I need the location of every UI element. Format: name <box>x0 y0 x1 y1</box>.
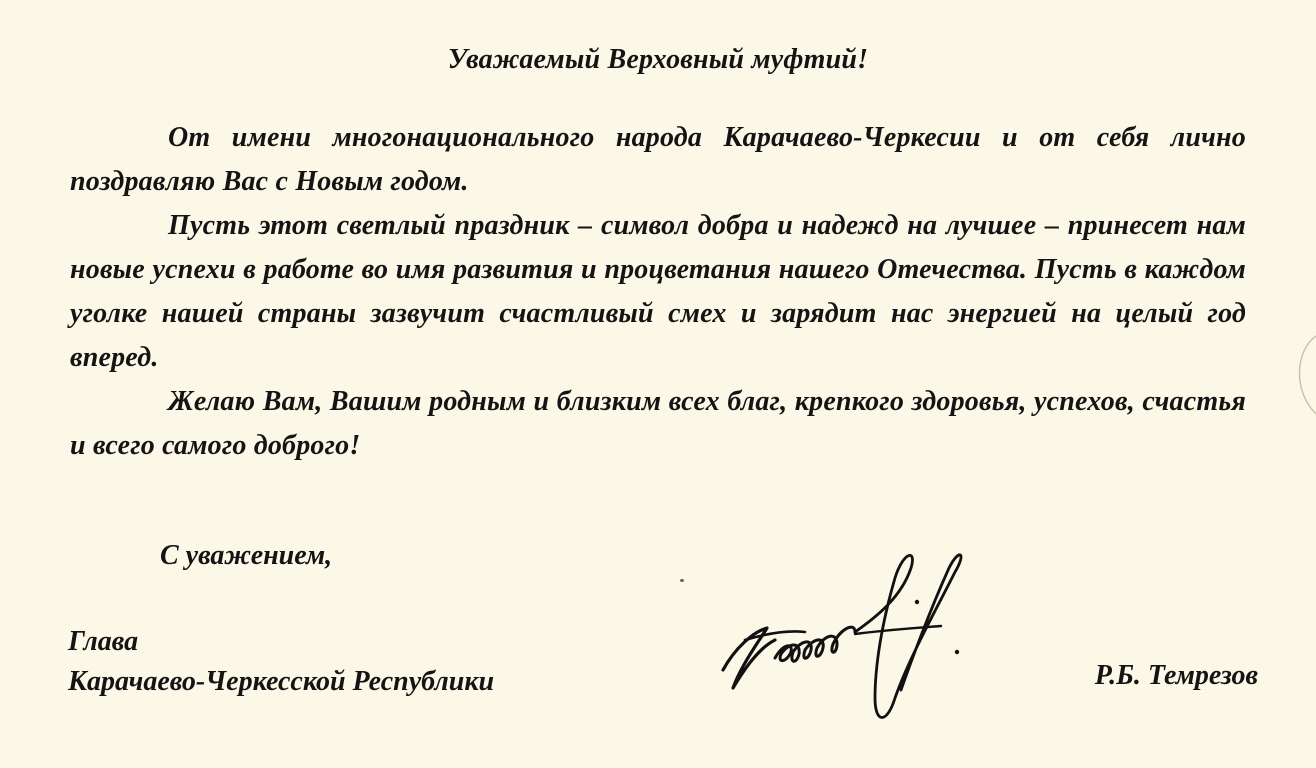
letter-paragraph: Желаю Вам, Вашим родным и близким всех благ, крепкого здоровья, успехов, счастья и всего самого доброго! <box>70 386 1246 461</box>
card-edge-notch <box>1286 330 1316 420</box>
signatory-title <box>68 622 494 702</box>
signatory-title-line: Глава <box>68 626 139 657</box>
letter-paragraph: Пусть этот светлый праздник – символ добра и надежд на лучшее – принесет нам новые успехи в работе во имя развития и процветания нашего Отечества. Пусть в каждом уголке нашей страны зазвучит счастливый смех и зарядит нас энергией на целый год вперед. <box>70 210 1246 373</box>
handwritten-signature <box>705 548 1025 728</box>
letter-paragraph: От имени многонационального народа Карачаево-Черкесии и от себя лично поздравляю Вас с Новым годом. <box>70 122 1246 197</box>
paper-speck <box>680 579 684 582</box>
letter-greeting: Уважаемый Верховный муфтий! <box>447 44 869 75</box>
signatory-name: Р.Б. Темрезов <box>1094 660 1258 691</box>
signatory-title-line: Карачаево-Черкесской Республики <box>68 666 495 697</box>
letter-closing: С уважением, <box>160 540 333 571</box>
letter-body <box>70 116 1246 468</box>
